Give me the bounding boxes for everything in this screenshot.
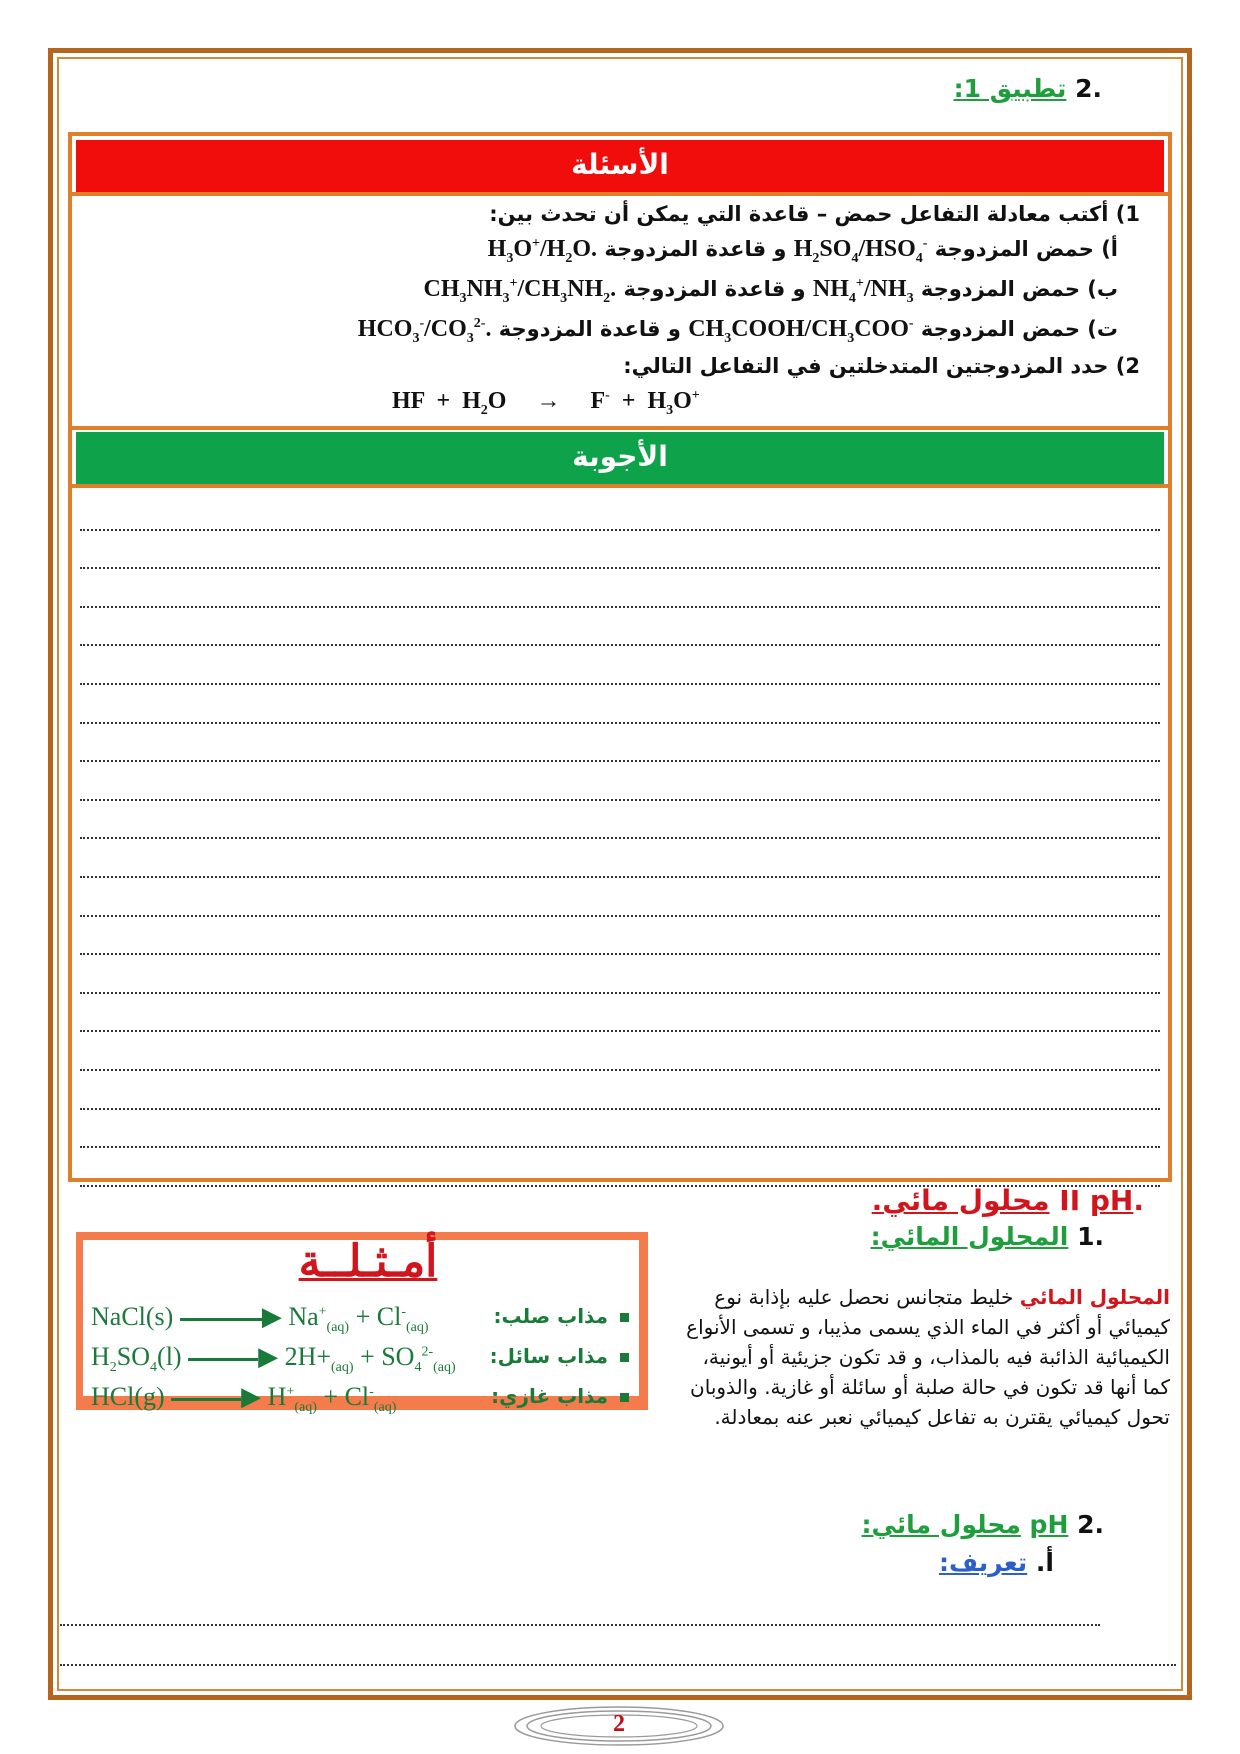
- example-liquid-equation: $H_2SO_4(l)$ ▶ $2H+_{(aq)} + SO_4^{2-}_{(aq)}$: [91, 1342, 456, 1376]
- definition-term: المحلول المائي: [1019, 1285, 1170, 1309]
- section-II-1-number: .1: [1077, 1222, 1104, 1251]
- question-1a-label: أ): [1101, 237, 1118, 261]
- answer-line: [80, 801, 1160, 840]
- section-a-label: أ.: [1035, 1548, 1054, 1577]
- answers-header-top-separator: [72, 426, 1168, 430]
- example-gas-equation: HCl(g) ▶ $H^+_{(aq)} + Cl^-_{(aq)}$: [91, 1382, 397, 1416]
- answer-line: [80, 762, 1160, 801]
- answer-line: [80, 492, 1160, 531]
- answer-line-bottom-2: [60, 1664, 1176, 1666]
- question-2-text: حدد المزدوجتين المتدخلتين في التفاعل التالي:: [623, 354, 1109, 378]
- bullet-icon: [620, 1353, 629, 1362]
- answer-line: [80, 531, 1160, 570]
- question-1a-acid-couple: $H_2SO_4/HSO_4^-$: [793, 236, 928, 266]
- bullet-icon: [620, 1393, 629, 1402]
- answer-line: [80, 955, 1160, 994]
- section-II-1-title: المحلول المائي:: [870, 1222, 1069, 1251]
- section-II-1-heading: [871, 1222, 1104, 1251]
- answer-line: [80, 839, 1160, 878]
- question-1b: [424, 276, 1118, 307]
- question-2: [623, 354, 1140, 378]
- question-1b-acid-couple: $NH_4^+/NH_3$: [812, 276, 914, 306]
- answer-line: [80, 1032, 1160, 1071]
- section-II-number: .II: [1059, 1184, 1144, 1217]
- question-1a-base-couple: $H_3O^+/H_2O$.: [487, 236, 598, 266]
- example-gas-label: مذاب غازي:: [491, 1384, 629, 1408]
- section-2-title: تطبيق 1:: [953, 74, 1067, 103]
- examples-title: أمـثـلــة: [298, 1236, 438, 1287]
- question-1b-prefix: حمض المزدوجة: [920, 277, 1080, 301]
- question-1c-mid: و قاعدة المزدوجة: [498, 317, 681, 341]
- question-1-number: 1): [1115, 202, 1140, 226]
- definition-body: خليط متجانس نحصل عليه بإذابة نوع كيميائي أو أكثر في الماء الذي يسمى مذيبا، و تسمى الأنواع الكيميائية الذائبة فيه بالمذاب، و قد تكون جزيئية أو أيونية، كما أنها قد تكون في حالة صلبة أو سائلة أو غازية. والذوبان تحول كيميائي يقترن به تفاعل كيميائي نعبر عنه بمعادلة.: [686, 1285, 1170, 1429]
- section-2-number: .2: [1075, 74, 1102, 103]
- question-1-text: أكتب معادلة التفاعل حمض – قاعدة التي يمكن أن تحدث بين:: [489, 202, 1109, 226]
- section-II-2-title: محلول مائي:: [861, 1510, 1021, 1539]
- questions-header-separator: [72, 192, 1168, 196]
- questions-header: الأسئلة: [76, 140, 1164, 192]
- reaction-equation: HF + $H_2O$ → $F^- + H_3O^+$: [392, 388, 700, 418]
- answers-header: الأجوبة: [76, 432, 1164, 484]
- answer-line: [80, 1071, 1160, 1110]
- answers-header-separator: [72, 484, 1168, 488]
- question-1c-acid-couple: $CH_3COOH/CH_3COO^-$: [688, 316, 914, 346]
- answer-lines: [80, 492, 1160, 1187]
- section-a-title: تعريف:: [938, 1548, 1028, 1577]
- question-1: [489, 202, 1140, 226]
- question-1a-mid: و قاعدة المزدوجة: [604, 237, 787, 261]
- section-II-2-number: .2: [1077, 1510, 1104, 1539]
- answer-line: [80, 724, 1160, 763]
- example-row-liquid: [91, 1342, 629, 1382]
- answer-line: [80, 608, 1160, 647]
- question-1c-base-couple: $HCO_3^-/CO_3^{2-}$.: [357, 316, 492, 346]
- section-2-heading: [954, 74, 1102, 103]
- section-II-ph: pH: [1089, 1184, 1134, 1217]
- question-1b-base-couple: $CH_3NH_3^+/CH_3NH_2$.: [423, 276, 617, 306]
- answer-line: [80, 878, 1160, 917]
- question-2-number: 2): [1115, 354, 1140, 378]
- questions-answers-box: [68, 132, 1172, 1182]
- section-II-2-ph: pH: [1029, 1510, 1069, 1539]
- page-number-badge: [512, 1704, 726, 1748]
- answer-line: [80, 994, 1160, 1033]
- example-solid-label: مذاب صلب:: [493, 1304, 629, 1328]
- example-solid-equation: NaCl(s) ▶ $Na^+_{(aq)} + Cl^-_{(aq)}$: [91, 1302, 429, 1336]
- example-row-gas: [91, 1382, 629, 1422]
- answer-line-bottom-1: [60, 1624, 1100, 1626]
- example-row-solid: [91, 1302, 629, 1342]
- answer-line: [80, 1148, 1160, 1187]
- examples-box: [76, 1232, 648, 1416]
- answer-line: [80, 1110, 1160, 1149]
- example-liquid-label: مذاب سائل:: [490, 1344, 629, 1368]
- question-1b-label: ب): [1087, 277, 1118, 301]
- section-II-title: محلول مائي.: [871, 1184, 1050, 1217]
- examples-box-inner: [83, 1236, 639, 1416]
- question-1c: [358, 316, 1118, 347]
- question-1c-prefix: حمض المزدوجة: [920, 317, 1080, 341]
- section-a-heading: [939, 1548, 1054, 1577]
- page-number: 2: [613, 1711, 625, 1737]
- answer-line: [80, 569, 1160, 608]
- section-II-2-heading: [862, 1510, 1105, 1539]
- question-1a-prefix: حمض المزدوجة: [934, 237, 1094, 261]
- answer-line: [80, 685, 1160, 724]
- section-II-heading: [872, 1184, 1144, 1217]
- question-1b-mid: و قاعدة المزدوجة: [623, 277, 806, 301]
- bullet-icon: [620, 1313, 629, 1322]
- answer-line: [80, 646, 1160, 685]
- question-1a: [488, 236, 1118, 267]
- answer-line: [80, 917, 1160, 956]
- question-1c-label: ت): [1087, 317, 1118, 341]
- aqueous-solution-definition: [672, 1282, 1170, 1432]
